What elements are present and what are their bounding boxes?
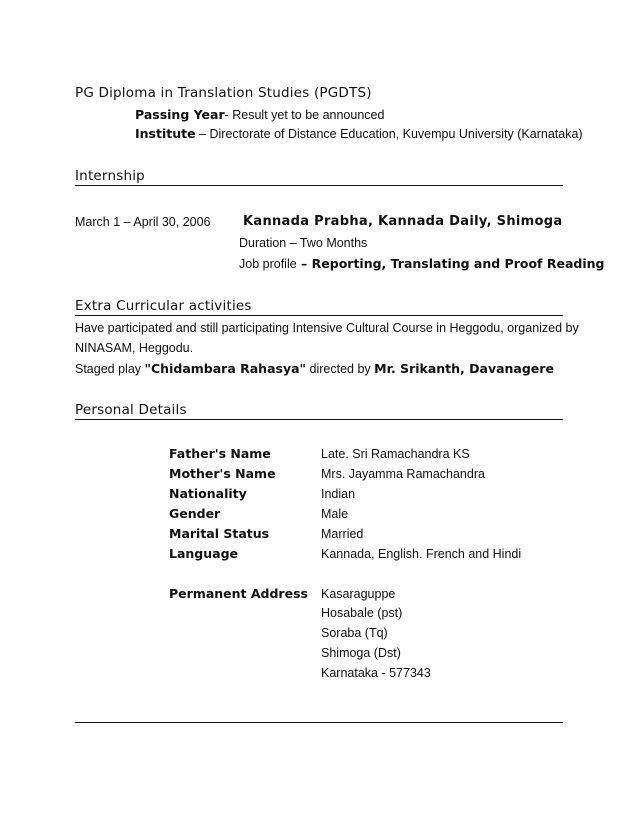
education-title: PG Diploma in Translation Studies (PGDTS) (75, 85, 372, 101)
internship-org: Kannada Prabha, Kannada Daily, Shimoga (243, 214, 563, 229)
detail-value: Late. Sri Ramachandra KS (321, 447, 470, 461)
address-line: Kasaraguppe (321, 587, 396, 601)
detail-value: Kannada, English. French and Hindi (321, 547, 522, 561)
staged-prefix: Staged play (75, 362, 145, 376)
director-name: Mr. Srikanth, Davanagere (374, 361, 554, 376)
passing-year-line (135, 107, 384, 122)
detail-row (169, 446, 470, 461)
detail-row (169, 486, 355, 501)
extra-line-1: Have participated and still participating Intensive Cultural Course in Heggodu, organized by (75, 321, 579, 335)
job-profile-value: – Reporting, Translating and Proof Reading (296, 256, 605, 271)
internship-heading: Internship (75, 168, 145, 184)
detail-value: Mrs. Jayamma Ramachandra (321, 467, 485, 481)
detail-row (169, 506, 348, 521)
detail-label: Nationality (169, 486, 247, 501)
institute-value: – Directorate of Distance Education, Kuvempu University (Karnataka) (195, 127, 583, 141)
passing-year-value: - Result yet to be announced (224, 108, 385, 122)
extra-rule (75, 315, 563, 316)
address-line: Shimoga (Dst) (321, 646, 401, 660)
passing-year-label: Passing Year (135, 107, 225, 122)
detail-label: Gender (169, 506, 221, 521)
address-label: Permanent Address (169, 586, 308, 601)
staged-play-line (75, 361, 554, 376)
detail-row (169, 466, 485, 481)
directed-by: directed by (306, 362, 375, 376)
detail-label: Father's Name (169, 446, 271, 461)
address-line: Karnataka - 577343 (321, 666, 431, 680)
internship-date: March 1 – April 30, 2006 (75, 215, 211, 229)
internship-job-profile (239, 256, 604, 271)
address-line: Soraba (Tq) (321, 626, 388, 640)
play-name: "Chidambara Rahasya" (144, 361, 307, 376)
detail-value: Male (321, 507, 349, 521)
detail-row (169, 546, 521, 561)
bottom-rule (75, 722, 563, 723)
internship-duration: Duration – Two Months (239, 236, 368, 250)
personal-heading: Personal Details (75, 402, 187, 418)
extra-heading: Extra Curricular activities (75, 298, 252, 314)
institute-label: Institute (135, 126, 196, 141)
address-row (169, 586, 395, 601)
detail-value: Married (321, 527, 364, 541)
detail-row (169, 526, 363, 541)
institute-line (135, 126, 583, 141)
internship-rule (75, 185, 563, 186)
detail-label: Marital Status (169, 526, 270, 541)
detail-label: Language (169, 546, 239, 561)
job-profile-label: Job profile (239, 257, 297, 271)
extra-line-2: NINASAM, Heggodu. (75, 341, 194, 355)
detail-label: Mother's Name (169, 466, 276, 481)
address-line: Hosabale (pst) (321, 606, 403, 620)
detail-value: Indian (321, 487, 356, 501)
personal-rule (75, 419, 563, 420)
